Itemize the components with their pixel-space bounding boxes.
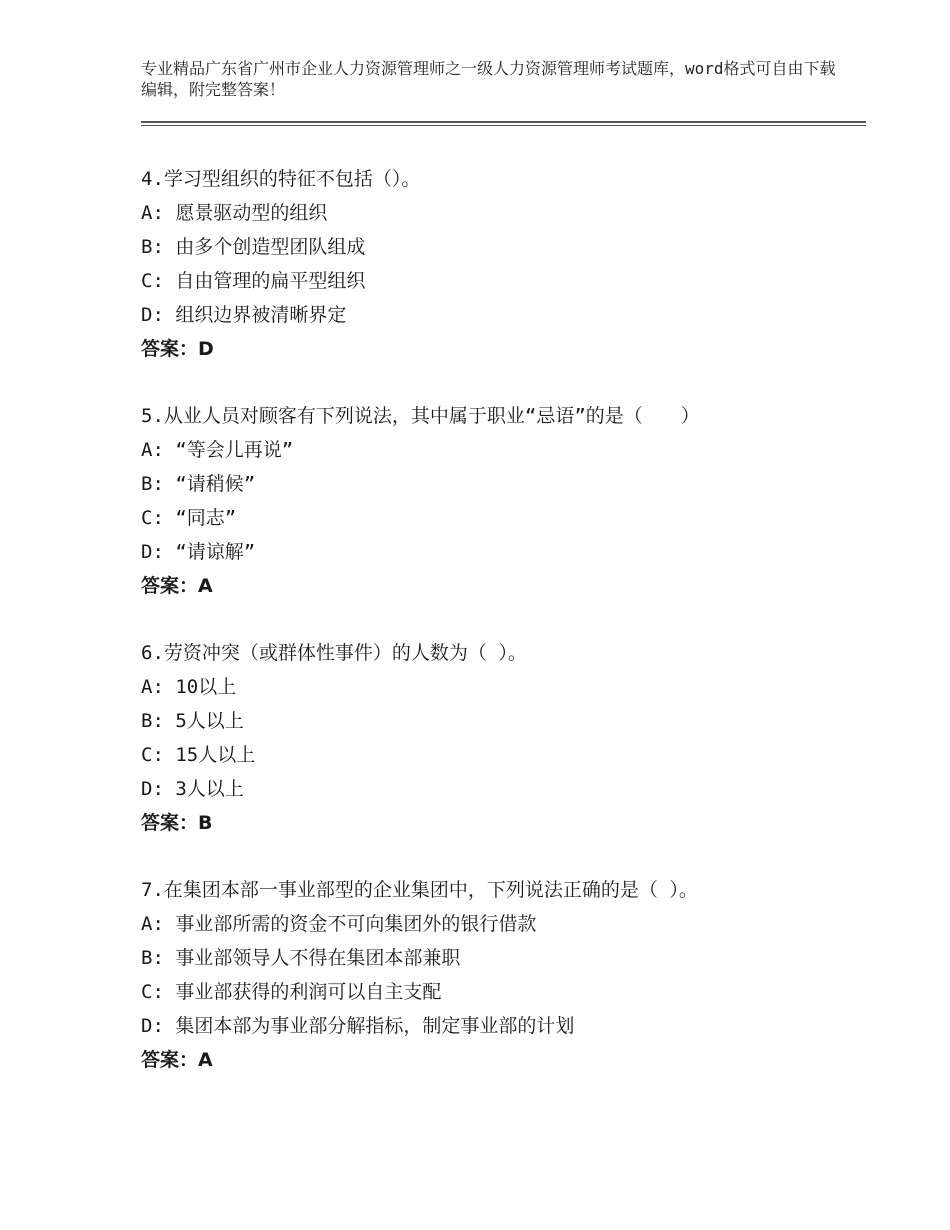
option-c: C: 事业部获得的利润可以自主支配 [141, 981, 442, 1003]
option-a: A: 愿景驱动型的组织 [141, 202, 328, 224]
question-6 [141, 636, 861, 840]
option-d: D: 3人以上 [141, 778, 244, 800]
question-stem: 7.在集团本部一事业部型的企业集团中，下列说法正确的是（ ）。 [141, 879, 698, 901]
option-b: B: 事业部领导人不得在集团本部兼职 [141, 947, 461, 969]
option-d: D: “请谅解” [141, 541, 256, 563]
answer: 答案：B [141, 812, 213, 834]
question-stem: 6.劳资冲突（或群体性事件）的人数为（ ）。 [141, 642, 527, 664]
option-c: C: “同志” [141, 507, 237, 529]
option-b: B: “请稍候” [141, 473, 256, 495]
option-c: C: 自由管理的扁平型组织 [141, 270, 366, 292]
answer: 答案：A [141, 1049, 213, 1071]
option-a: A: “等会儿再说” [141, 439, 294, 461]
document-header [141, 58, 841, 100]
header-divider-thin [141, 125, 866, 126]
question-7 [141, 873, 861, 1077]
answer: 答案：A [141, 575, 213, 597]
header-title: 专业精品广东省广州市企业人力资源管理师之一级人力资源管理师考试题库，word格式可自由下载编辑，附完整答案！ [141, 59, 836, 99]
option-a: A: 事业部所需的资金不可向集团外的银行借款 [141, 913, 537, 935]
question-list [141, 162, 861, 1110]
option-d: D: 集团本部为事业部分解指标，制定事业部的计划 [141, 1015, 575, 1037]
question-5 [141, 399, 861, 603]
answer: 答案：D [141, 338, 214, 360]
question-stem: 4.学习型组织的特征不包括（）。 [141, 168, 421, 190]
question-stem: 5.从业人员对顾客有下列说法，其中属于职业“忌语”的是（ ） [141, 405, 700, 427]
option-b: B: 由多个创造型团队组成 [141, 236, 366, 258]
header-divider-thick [141, 121, 866, 123]
question-4 [141, 162, 861, 366]
option-d: D: 组织边界被清晰界定 [141, 304, 347, 326]
option-b: B: 5人以上 [141, 710, 244, 732]
option-c: C: 15人以上 [141, 744, 256, 766]
option-a: A: 10以上 [141, 676, 237, 698]
